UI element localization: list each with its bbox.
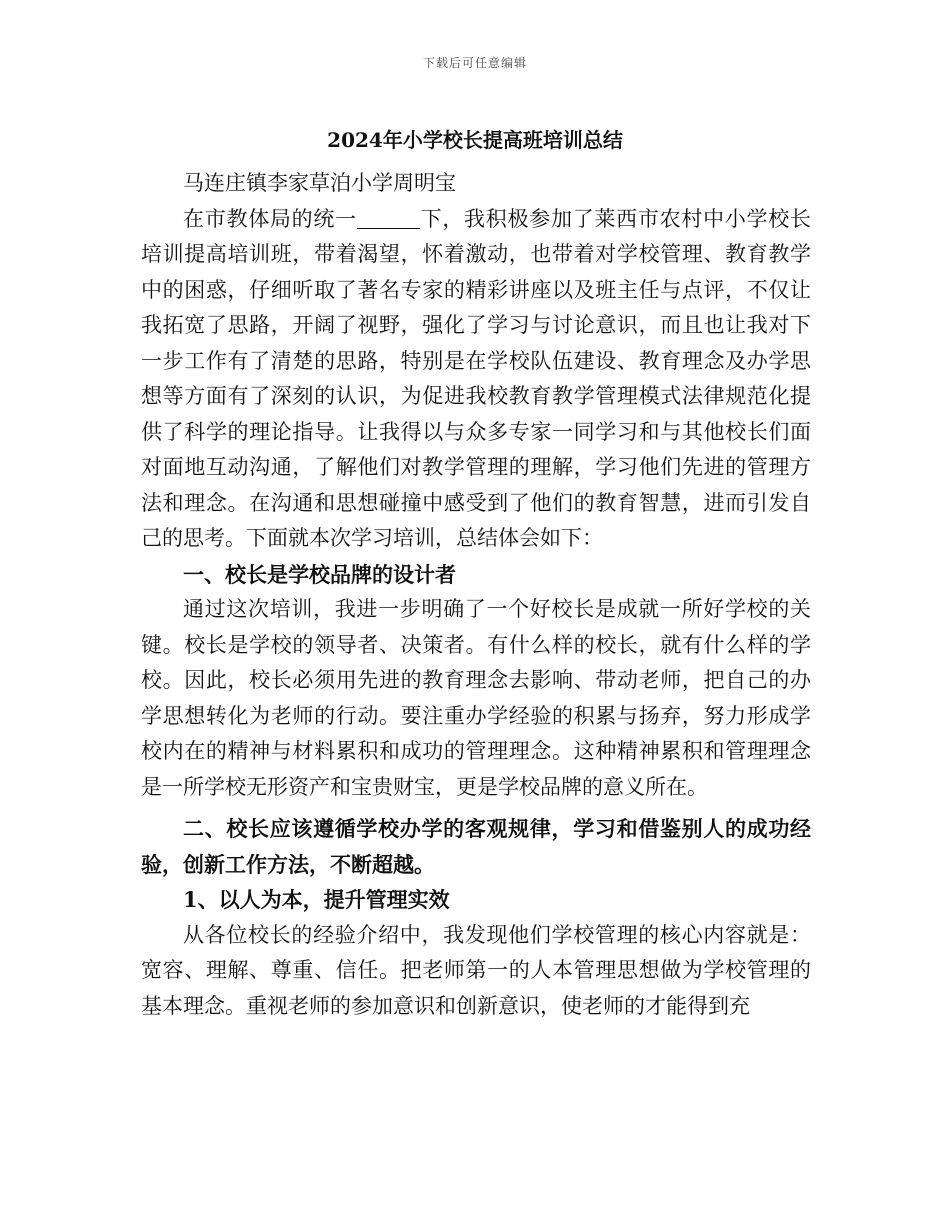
- author-line: 马连庄镇李家草泊小学周明宝: [183, 171, 456, 195]
- subsection-1-heading: 1、以人为本，提升管理实效: [183, 887, 450, 912]
- intro-paragraph: [141, 202, 811, 557]
- subsection-1-paragraph: 从各位校长的经验介绍中，我发现他们学校管理的核心内容就是：宽容、理解、尊重、信任。把老师第一的人本管理思想做为学校管理的基本理念。重视老师的参加意识和创新意识，使老师的才能得到充: [141, 922, 811, 1018]
- section-2-heading: 二、校长应该遵循学校办学的客观规律，学习和借鉴别人的成功经验，创新工作方法，不断超越。: [141, 816, 811, 877]
- intro-text-rest: 下，我积极参加了莱西市农村中小学校长培训提高培训班，带着渴望，怀着激动，也带着对学校管理、教育教学中的困惑，仔细听取了著名专家的精彩讲座以及班主任与点评，不仅让我拓宽了思路，开阔了视野，强化了学习与讨论意识，而且也让我对下一步工作有了清楚的思路，特别是在学校队伍建设、教育理念及办学思想等方面有了深刻的认识，为促进我校教育教学管理模式法律规范化提供了科学的理论指导。让我得以与众多专家一同学习和与其他校长们面对面地互动沟通，了解他们对教学管理的理解，学习他们先进的管理方法和理念。在沟通和思想碰撞中感受到了他们的教育智慧，进而引发自己的思考。下面就本次学习培训，总结体会如下：: [141, 206, 812, 550]
- section-1-heading: 一、校长是学校品牌的设计者: [183, 561, 456, 587]
- document-body: [141, 166, 811, 1024]
- section-1-paragraph: 通过这次培训，我进一步明确了一个好校长是成就一所好学校的关键。校长是学校的领导者、决策者。有什么样的校长，就有什么样的学校。因此，校长必须用先进的教育理念去影响、带动老师，把自己的办学思想转化为老师的行动。要注重办学经验的积累与扬弃，努力形成学校内在的精神与材料累积和成功的管理理念。这种精神累积和管理理念是一所学校无形资产和宝贵财宝，更是学校品牌的意义所在。: [141, 597, 811, 799]
- page-header-note: 下载后可任意编辑: [422, 56, 527, 70]
- intro-text-start: 在市教体局的统一: [183, 206, 357, 231]
- document-title: 2024年小学校长提高班培训总结: [327, 128, 623, 152]
- fill-in-blank: [357, 207, 420, 229]
